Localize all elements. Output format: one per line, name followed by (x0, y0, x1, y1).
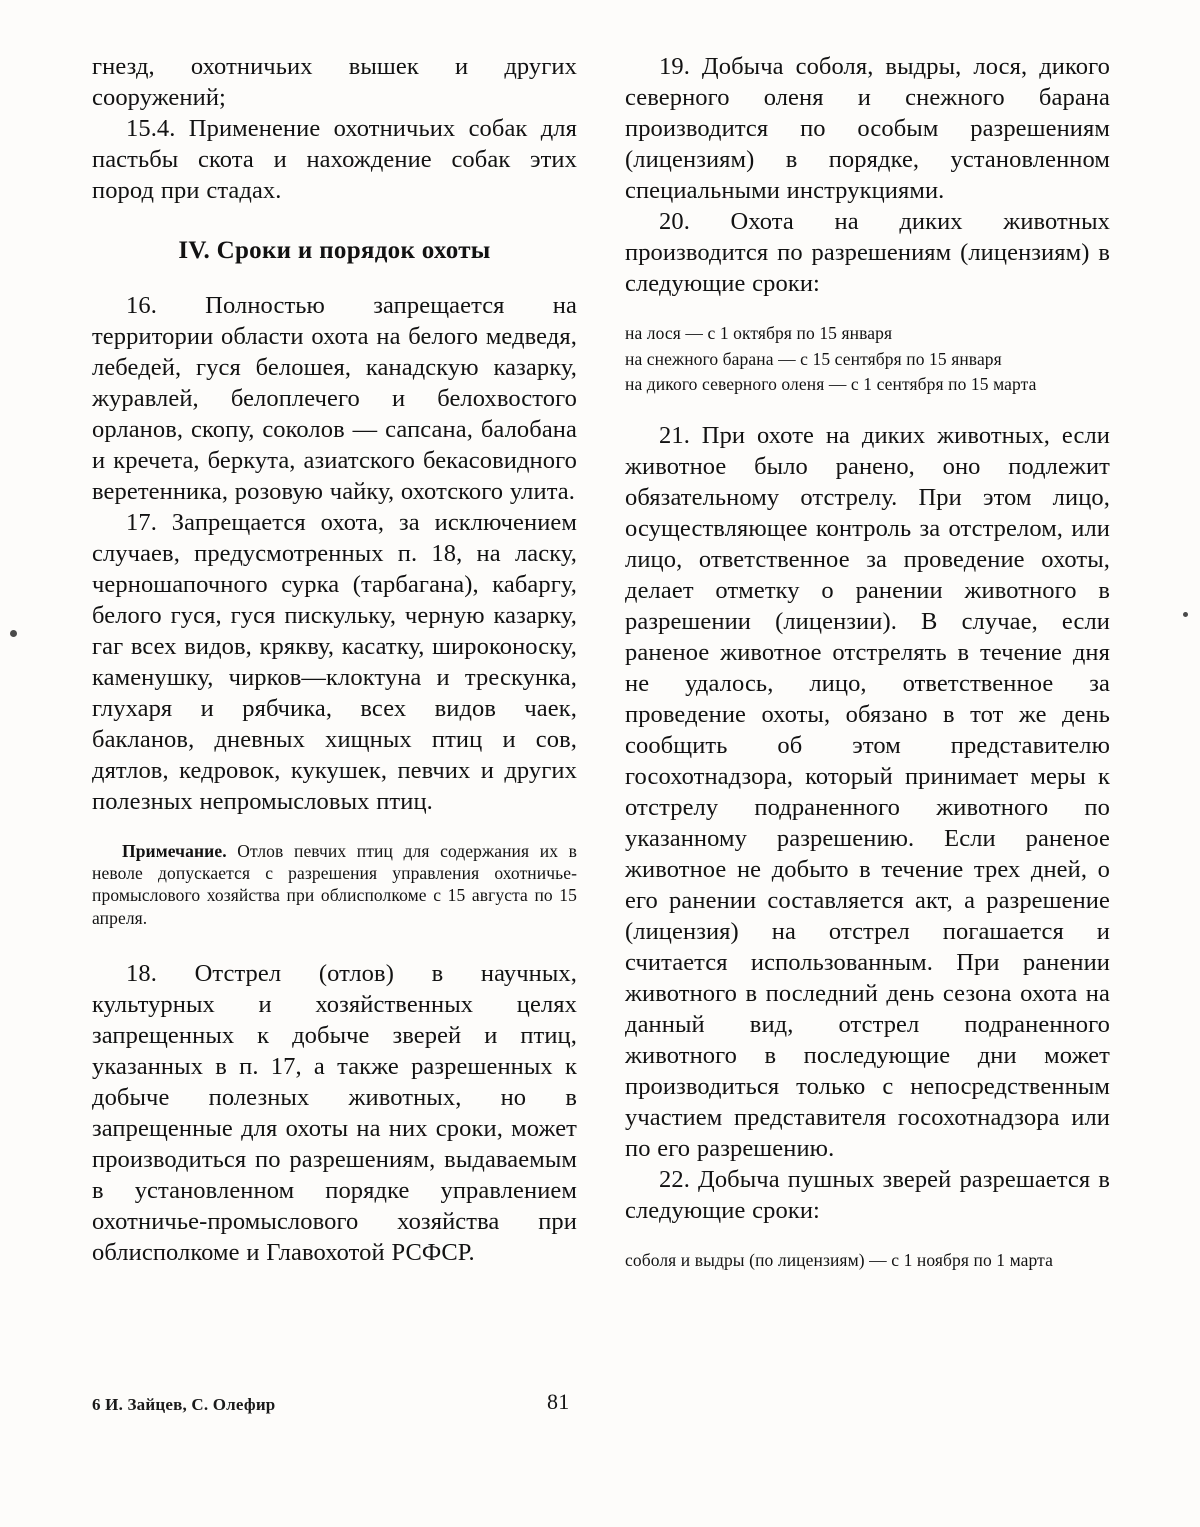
paragraph-16: 16. Полностью запрещается на территории области охота на белого медведя, лебедей, гуся белошея, канадскую казарку, журавлей, белоплечего и белохвостого орланов, скопу, соколов — сапсана, балобана и кречета, беркута, азиатского бекасовидного веретенника, розовую чайку, охотского улита. (92, 291, 577, 505)
term-text: на снежного барана — с 15 сентября по 15 января (625, 348, 1002, 369)
section-heading-iv: IV. Сроки и порядок охоты (178, 236, 491, 264)
term-text: на лося — с 1 октября по 15 января (625, 322, 893, 343)
footer-signature: 6 И. Зайцев, С. Олефир (92, 1395, 276, 1414)
note-block (92, 840, 577, 930)
term-text: соболя и выдры (по лицензиям) — с 1 ноября по 1 марта (625, 1249, 1053, 1270)
list-item (625, 322, 1110, 346)
paragraph-18: 18. Отстрел (отлов) в научных, культурных и хозяйственных целях запрещенных к добыче зверей и птиц, указанных в п. 17, а также разрешенных к добыче полезных животных, но в запрещенные для охоты на них сроки, может производиться по разрешениям, выдаваемым в установленном порядке управлением охотничье-промыслового хозяйства при облисполкоме и Главохотой РСФСР. (92, 960, 577, 1267)
list-item (625, 1249, 1110, 1273)
right-column (625, 52, 1110, 1352)
list-item (625, 348, 1110, 372)
page-number: 81 (547, 1389, 570, 1414)
paragraph-17: 17. Запрещается охота, за исключением случаев, предусмотренных п. 18, на ласку, черношапочного сурка (тарбагана), кабаргу, белого гуся, гуся пискульку, черную казарку, гаг всех видов, крякву, касатку, широконоску, каменушку, чирков—клоктуна и трескунка, глухаря и рябчика, всех видов чаек, бакланов, дневных хищных птиц и сов, дятлов, кедровок, кукушек, певчих и других полезных непромысловых птиц. (92, 508, 577, 815)
term-text: на дикого северного оленя — с 1 сентября по 15 марта (625, 374, 1037, 395)
list-item (625, 373, 1110, 397)
note-text: Отлов певчих птиц для содержания их в неволе допускается с разрешения управления охотничье-промыслового хозяйства при облисполкоме с 15 августа по 15 апреля. (92, 840, 577, 928)
page-speck-right (1183, 612, 1188, 617)
hunting-terms-list-22 (625, 1249, 1110, 1273)
two-column-body (92, 52, 1110, 1352)
paragraph-15-4: 15.4. Применение охотничьих собак для пастьбы скота и нахождение собак этих пород при стадах. (92, 114, 577, 204)
note-label: Примечание. (122, 840, 227, 861)
spacer (92, 929, 577, 959)
spacer (625, 399, 1110, 421)
paragraph-21: 21. При охоте на диких животных, если животное было ранено, оно подлежит обязательному отстрелу. При этом лицо, осуществляющее контроль за отстрелом, или лицо, ответственное за проведение охоты, делает отметку о ранении животного в разрешении (лицензии). В случае, если раненое животное отстрелять в течение дня не удалось, лицо, ответственное за проведение охоты, обязано в тот же день сообщить об этом представителю госохотнадзора, который принимает меры к отстрелу подраненного животного по указанному разрешению. Если раненое животное не добыто в течение трех дней, о его ранении составляется акт, а разрешение (лицензия) на отстрел погашается и считается использованным. При ранении животного в последний день сезона охота на данный вид, отстрел подраненного животного в последующие дни может производиться только с непосредственным участием представителя госохотнадзора или по его разрешению. (625, 422, 1110, 1162)
paragraph-22: 22. Добыча пушных зверей разрешается в следующие сроки: (625, 1165, 1110, 1224)
paragraph-20: 20. Охота на диких животных производится по разрешениям (лицензиям) в следующие сроки: (625, 207, 1110, 297)
page-footer (92, 1391, 1108, 1415)
page-speck-left (10, 630, 17, 637)
paragraph-continued: гнезд, охотничьих вышек и других сооружений; (92, 53, 577, 111)
paragraph-19: 19. Добыча соболя, выдры, лося, дикого северного оленя и снежного барана производится по особым разрешениям (лицензиям) в порядке, установленном специальными инструкциями. (625, 53, 1110, 204)
left-column (92, 52, 577, 1352)
hunting-terms-list-20 (625, 322, 1110, 397)
